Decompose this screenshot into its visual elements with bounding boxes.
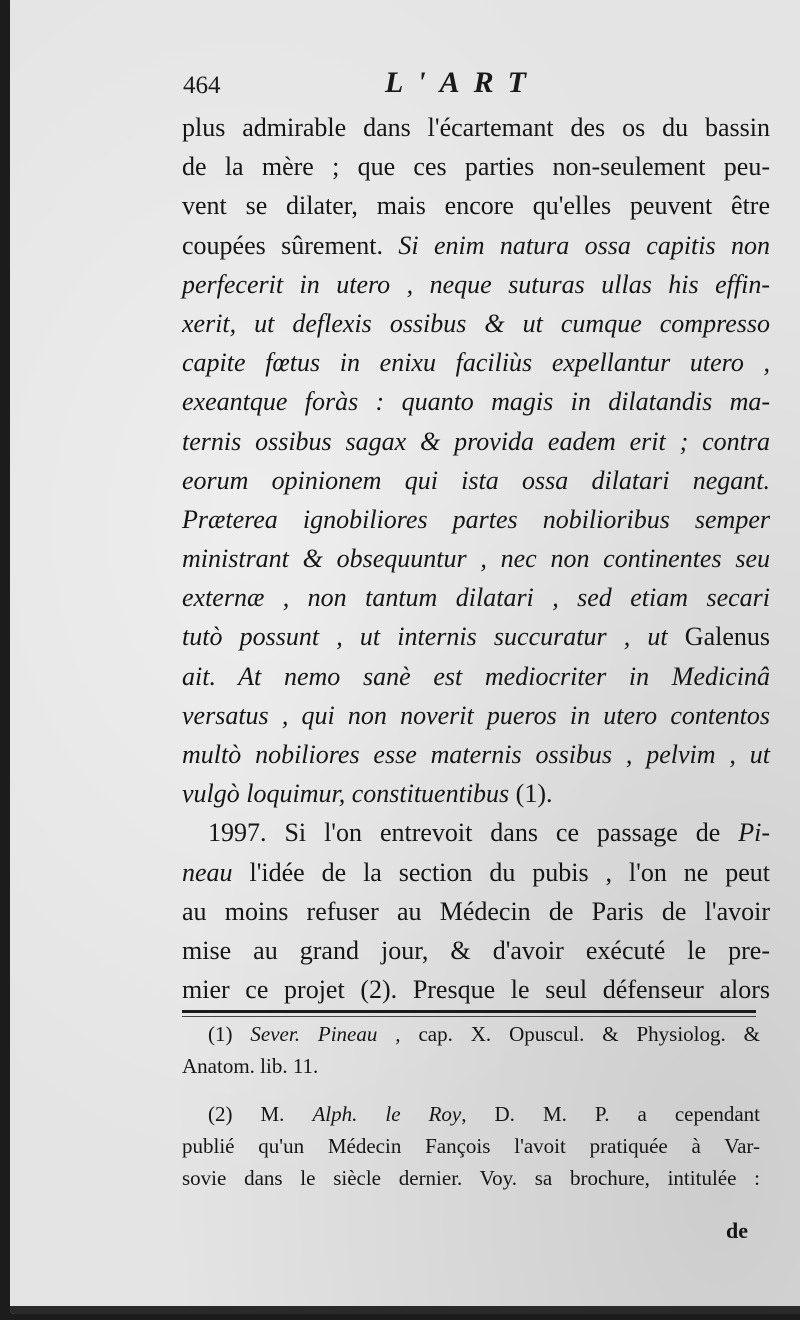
body-line-text: de la mère ; que ces parties non-seulement peu- bbox=[182, 152, 770, 182]
body-line bbox=[182, 774, 770, 813]
book-page bbox=[10, 0, 800, 1314]
body-line bbox=[182, 696, 770, 735]
body-line bbox=[182, 735, 770, 774]
body-line-italic-tail: Si enim natura ossa capitis non bbox=[398, 230, 771, 260]
footnote-rule-thin bbox=[182, 1016, 756, 1017]
body-line bbox=[182, 892, 770, 931]
body-line-text: exeantque foràs : quanto magis in dilatandis ma- bbox=[182, 387, 770, 417]
footnote-line bbox=[182, 1050, 760, 1082]
body-line-text: 1997. Si l'on entrevoit dans ce passage de bbox=[208, 818, 739, 848]
body-text bbox=[182, 108, 770, 1009]
body-line bbox=[182, 265, 770, 304]
footnote-gap bbox=[182, 1082, 760, 1098]
body-line-text: tutò possunt , ut internis succuratur , ut bbox=[182, 622, 685, 652]
footnote-line bbox=[182, 1162, 760, 1194]
body-line-roman-tail: l'idée de la section du pubis , l'on ne peut bbox=[232, 857, 770, 887]
body-line bbox=[182, 422, 770, 461]
body-line bbox=[182, 500, 770, 539]
body-line bbox=[182, 539, 770, 578]
body-line-text: coupées sûrement. bbox=[182, 230, 399, 260]
body-line-text: eorum opinionem qui ista ossa dilatari negant. bbox=[182, 465, 770, 495]
body-line bbox=[182, 617, 770, 656]
footnote-line-text: Anatom. lib. 11. bbox=[182, 1054, 319, 1078]
body-line bbox=[182, 382, 770, 421]
body-line bbox=[182, 343, 770, 382]
body-line-text: ministrant & obsequuntur , nec non continentes seu bbox=[182, 544, 770, 574]
page-header bbox=[175, 66, 730, 106]
footnote-line-text: sovie dans le siècle dernier. Voy. sa brochure, intitulée : bbox=[182, 1166, 760, 1190]
footnote-line-italic-tail: Sever. Pineau , bbox=[250, 1022, 401, 1046]
body-line bbox=[182, 147, 770, 186]
footnote-line bbox=[182, 1018, 760, 1050]
footnote-line-roman-tail: cap. X. Opuscul. & Physiolog. & bbox=[400, 1022, 760, 1046]
body-line-text: ternis ossibus sagax & provida eadem erit ; contra bbox=[182, 426, 770, 456]
body-line bbox=[182, 461, 770, 500]
footnote-line bbox=[182, 1098, 760, 1130]
body-line-text: mise au grand jour, & d'avoir exécuté le pre- bbox=[182, 935, 770, 965]
body-line-text: versatus , qui non noverit pueros in utero contentos bbox=[182, 700, 770, 730]
body-line bbox=[182, 304, 770, 343]
footnote-line-text: (2) M. bbox=[208, 1102, 313, 1126]
body-line bbox=[182, 186, 770, 225]
body-line-text: au moins refuser au Médecin de Paris de l'avoir bbox=[182, 896, 770, 926]
body-line-roman-tail: Galenus bbox=[684, 622, 770, 652]
footnote-line-italic-tail: Alph. le Roy bbox=[312, 1102, 462, 1126]
body-line bbox=[182, 813, 770, 852]
body-line-text: capite fœtus in enixu faciliùs expellantur utero , bbox=[182, 348, 770, 378]
body-line-text: Præterea ignobiliores partes nobilioribus semper bbox=[182, 504, 770, 534]
body-line-roman-tail: (1). bbox=[515, 779, 553, 809]
body-line bbox=[182, 578, 770, 617]
body-line bbox=[182, 970, 770, 1009]
body-line-text: xerit, ut deflexis ossibus & ut cumque compresso bbox=[182, 308, 770, 338]
body-line bbox=[182, 226, 770, 265]
body-line-text: vulgò loquimur, constituentibus bbox=[182, 779, 516, 809]
body-line-text: neau bbox=[182, 857, 233, 887]
footnote-rule bbox=[182, 1010, 756, 1013]
page-bottom-edge bbox=[10, 1306, 800, 1314]
body-line-text: ait. At nemo sanè est mediocriter in Medicinâ bbox=[182, 661, 770, 691]
body-line-text: mier ce projet (2). Presque le seul défenseur alors bbox=[182, 975, 770, 1005]
body-line bbox=[182, 108, 770, 147]
body-line bbox=[182, 657, 770, 696]
body-line-text: plus admirable dans l'écartemant des os du bassin bbox=[182, 113, 770, 142]
running-head: L'ART bbox=[385, 66, 541, 99]
body-line-italic-tail: Pi- bbox=[738, 818, 770, 848]
footnote-line-roman-tail: , D. M. P. a cependant bbox=[461, 1102, 760, 1126]
body-line-text: multò nobiliores esse maternis ossibus , pelvim , ut bbox=[182, 740, 770, 769]
page-number: 464 bbox=[183, 72, 221, 99]
footnote-line bbox=[182, 1130, 760, 1162]
footnote-line-text: publié qu'un Médecin Fançois l'avoit pratiquée à Var- bbox=[182, 1134, 760, 1158]
body-line-text: externæ , non tantum dilatari , sed etiam secari bbox=[182, 583, 770, 613]
footnote-line-text: (1) bbox=[208, 1022, 251, 1046]
body-line-text: vent se dilater, mais encore qu'elles peuvent être bbox=[182, 191, 770, 221]
body-line-text: perfecerit in utero , neque suturas ullas his effin- bbox=[182, 269, 770, 299]
body-line bbox=[182, 853, 770, 892]
footnotes bbox=[182, 1018, 760, 1194]
catchword: de bbox=[726, 1218, 748, 1243]
body-line bbox=[182, 931, 770, 970]
